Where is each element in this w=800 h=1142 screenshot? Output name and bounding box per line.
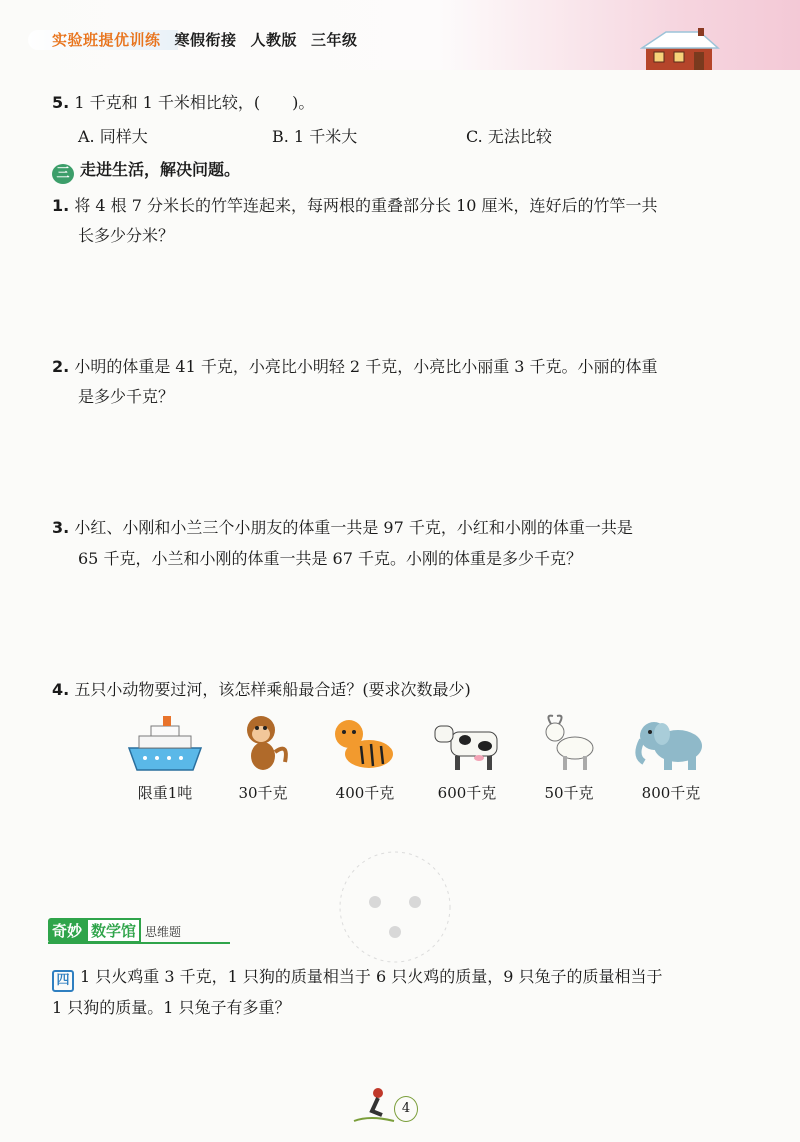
fun-problem <box>52 967 663 992</box>
problem-1-number: 1. <box>52 196 70 215</box>
animal-cow-label: 600千克 <box>437 784 497 802</box>
header-grade: 三年级 <box>311 31 358 49</box>
section-title: 走进生活，解决问题。 <box>80 160 241 179</box>
question-5-option-c: C. 无法比较 <box>466 127 552 146</box>
question-5-number: 5. <box>52 93 70 112</box>
watermark-stamp <box>320 832 470 982</box>
question-5-option-b: B. 1 千米大 <box>272 127 358 146</box>
problem-3-number: 3. <box>52 518 70 537</box>
problem-2 <box>52 357 658 376</box>
problem-3-line2: 65 千克，小兰和小刚的体重一共是 67 千克。小刚的体重是多少千克？ <box>78 549 582 568</box>
page-header <box>0 0 800 70</box>
animal-monkey <box>218 712 308 812</box>
skier-icon <box>350 1085 398 1125</box>
problem-1-line2: 长多少分米？ <box>78 226 175 245</box>
fun-math-subtitle: 思维题 <box>145 925 182 939</box>
animal-ship-label: 限重1吨 <box>137 784 193 802</box>
animal-ship <box>120 712 210 812</box>
tiger-icon <box>329 712 401 774</box>
monkey-icon <box>231 712 295 774</box>
header-title <box>52 29 358 50</box>
problem-4 <box>52 680 471 699</box>
problem-2-number: 2. <box>52 357 70 376</box>
fun-problem-line1: 1 只火鸡重 3 千克，1 只狗的质量相当于 6 只火鸡的质量，9 只兔子的质量相当于 <box>80 967 663 986</box>
header-brand: 实验班提优训练 <box>52 31 161 49</box>
animal-monkey-label: 30千克 <box>238 784 288 802</box>
fun-math-underline <box>48 942 230 944</box>
section-heading <box>52 157 240 184</box>
header-series: 寒假衔接 <box>174 31 237 49</box>
header-edition: 人教版 <box>250 31 298 49</box>
elephant-icon <box>632 712 710 774</box>
animals-row <box>120 712 720 812</box>
section-badge: 三 <box>52 164 74 184</box>
animal-elephant <box>626 712 716 812</box>
fun-math-part2: 数学馆 <box>86 918 141 943</box>
animal-tiger <box>320 712 410 812</box>
problem-1-line1: 将 4 根 7 分米长的竹竿连起来，每两根的重叠部分长 10 厘米，连好后的竹竿一共 <box>74 196 658 215</box>
fun-problem-badge: 四 <box>52 970 74 992</box>
problem-3 <box>52 518 633 537</box>
problem-4-number: 4. <box>52 680 70 699</box>
ship-icon <box>125 712 205 774</box>
animal-goat <box>524 712 614 812</box>
question-5 <box>52 93 314 112</box>
cow-icon <box>429 712 505 774</box>
fun-problem-line2: 1 只狗的质量。1 只兔子有多重？ <box>52 998 291 1017</box>
page-number: 4 <box>394 1096 418 1122</box>
fun-math-part1: 奇妙 <box>48 918 86 943</box>
problem-3-line1: 小红、小刚和小兰三个小朋友的体重一共是 97 千克，小红和小刚的体重一共是 <box>74 518 633 537</box>
goat-icon <box>537 712 601 774</box>
fun-math-tag <box>48 918 181 943</box>
question-5-option-a: A. 同样大 <box>78 127 148 146</box>
problem-4-line1: 五只小动物要过河，该怎样乘船最合适？(要求次数最少) <box>74 680 471 699</box>
problem-1 <box>52 196 658 215</box>
problem-2-line1: 小明的体重是 41 千克，小亮比小明轻 2 千克，小亮比小丽重 3 千克。小丽的体重 <box>74 357 658 376</box>
animal-elephant-label: 800千克 <box>641 784 701 802</box>
problem-2-line2: 是多少千克？ <box>78 387 175 406</box>
question-5-text: 1 千克和 1 千米相比较，( )。 <box>74 93 315 112</box>
animal-cow <box>422 712 512 812</box>
animal-tiger-label: 400千克 <box>335 784 395 802</box>
snow-house-icon <box>640 28 720 70</box>
animal-goat-label: 50千克 <box>544 784 594 802</box>
